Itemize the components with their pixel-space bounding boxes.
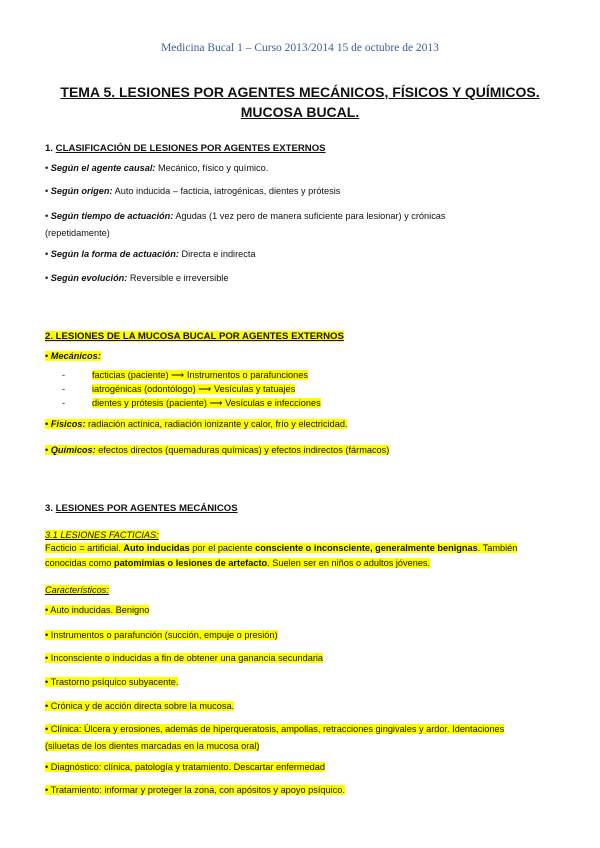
bullet: •	[45, 605, 49, 615]
s3-item-1-text: Auto inducidas. Benigno	[50, 605, 150, 615]
s2-mec-item-3: - dientes y prótesis (paciente) ⟶ Vesículas e infecciones	[62, 398, 321, 408]
s1-item-1-text: Mecánico, físico y químico.	[155, 163, 269, 173]
s2-mec-item-1: - facticias (paciente) ⟶ Instrumentos o parafunciones	[62, 370, 308, 380]
s3-item-8	[45, 784, 345, 797]
s3-p2: Auto inducidas	[123, 543, 190, 553]
s3-p4: consciente o inconsciente, generalmente benignas	[255, 543, 478, 553]
s3-caracteristicos	[45, 585, 109, 595]
bullet: •	[45, 351, 49, 361]
section-1-title: CLASIFICACIÓN DE LESIONES POR AGENTES EXTERNOS	[55, 143, 326, 154]
s3-paragraph	[45, 541, 557, 571]
bullet: •	[45, 724, 49, 734]
document-title	[40, 82, 560, 122]
s2-mecanicos-label: Mecánicos:	[50, 351, 101, 361]
s2-mec-item-2-text: iatrogénicas (odontólogo) ⟶ Vesículas y tatuajes	[92, 384, 296, 394]
title-line-2: MUCOSA BUCAL.	[240, 104, 360, 120]
s2-mec-item-1-text: facticias (paciente) ⟶ Instrumentos o parafunciones	[92, 370, 308, 380]
s3-item-2	[45, 629, 278, 642]
s3-item-5-text: Crónica y de acción directa sobre la mucosa.	[50, 701, 235, 711]
section-2-heading	[45, 331, 344, 342]
s3-item-7-text: Diagnóstico: clínica, patología y tratamiento. Descartar enfermedad	[50, 762, 326, 772]
s3-p6: conocidas como	[45, 558, 114, 568]
s1-item-4	[45, 248, 256, 261]
s1-item-2-label: Según origen:	[50, 186, 113, 196]
s3-p3: por el paciente	[189, 543, 256, 553]
s3-item-6-cont-text: (siluetas de los dientes marcadas en la mucosa oral)	[45, 741, 260, 751]
bullet: •	[45, 445, 49, 455]
s2-mecanicos	[45, 350, 101, 363]
s1-item-5-text: Reversible e irreversible	[127, 273, 229, 283]
s2-quimicos-text: efectos directos (quemaduras químicas) y efectos indirectos (fármacos)	[95, 445, 390, 455]
s1-item-2	[45, 185, 340, 198]
s3-item-5	[45, 700, 234, 713]
s2-quimicos-label: Químicos:	[50, 445, 96, 455]
section-3-number: 3.	[45, 503, 56, 514]
s2-mec-item-2: - iatrogénicas (odontólogo) ⟶ Vesículas y tatuajes	[62, 384, 296, 394]
section-1-heading	[45, 143, 326, 154]
s1-item-1	[45, 162, 268, 175]
bullet: •	[45, 249, 49, 259]
s3-caracteristicos-label: Característicos:	[45, 585, 109, 595]
s3-p5: . También	[477, 543, 518, 553]
section-1-number: 1.	[45, 143, 56, 154]
s3-p8: . Suelen ser en niños o adultos jóvenes.	[267, 558, 431, 568]
bullet: •	[45, 186, 49, 196]
s3-subheading-text: 3.1 LESIONES FACTICIAS:	[45, 530, 159, 540]
s1-item-3-cont: (repetidamente)	[45, 228, 110, 238]
s1-item-4-label: Según la forma de actuación:	[50, 249, 179, 259]
s3-item-6-text: Clínica: Úlcera y erosiones, además de hiperqueratosis, ampollas, retracciones gingivales y ardor. Identaciones	[50, 724, 505, 734]
s3-item-7	[45, 761, 325, 774]
s3-item-3-text: Inconsciente o inducidas a fin de obtener una ganancia secundaria	[50, 653, 324, 663]
s3-item-4	[45, 676, 178, 689]
page-header: Medicina Bucal 1 – Curso 2013/2014 15 de octubre de 2013	[161, 42, 439, 54]
bullet: •	[45, 419, 49, 429]
s1-item-5-label: Según evolución:	[50, 273, 128, 283]
s3-item-2-text: Instrumentos o parafunción (succión, empuje o presión)	[50, 630, 278, 640]
s1-item-2-text: Auto inducida – facticia, iatrogénicas, dientes y prótesis	[112, 186, 341, 196]
bullet: •	[45, 630, 49, 640]
s3-subheading	[45, 530, 159, 540]
s2-fisicos	[45, 418, 347, 431]
s3-item-1	[45, 604, 149, 617]
bullet: •	[45, 785, 49, 795]
s3-item-4-text: Trastorno psíquico subyacente.	[50, 677, 179, 687]
s1-item-4-text: Directa e indirecta	[178, 249, 256, 259]
section-2-title: 2. LESIONES DE LA MUCOSA BUCAL POR AGENTES EXTERNOS	[45, 331, 344, 342]
title-line-1: TEMA 5. LESIONES POR AGENTES MECÁNICOS, FÍSICOS Y QUÍMICOS.	[60, 84, 540, 100]
s3-p7: patomimias o lesiones de artefacto	[113, 558, 268, 568]
s3-item-8-text: Tratamiento: informar y proteger la zona, con apósitos y apoyo psíquico.	[50, 785, 345, 795]
bullet: •	[45, 273, 49, 283]
s1-item-3	[45, 210, 446, 223]
section-3-heading	[45, 503, 238, 514]
s3-item-6-cont	[45, 740, 259, 753]
s1-item-3-label: Según tiempo de actuación:	[50, 211, 174, 221]
s1-item-5	[45, 272, 228, 285]
bullet: •	[45, 701, 49, 711]
s1-item-1-label: Según el agente causal:	[50, 163, 156, 173]
s2-fisicos-text: radiación actínica, radiación ionizante y calor, frío y electricidad.	[85, 419, 348, 429]
s3-p1: Facticio = artificial.	[45, 543, 124, 553]
bullet: •	[45, 163, 49, 173]
s2-quimicos	[45, 444, 389, 457]
bullet: •	[45, 653, 49, 663]
s3-item-3	[45, 652, 323, 665]
bullet: •	[45, 677, 49, 687]
s3-item-6	[45, 723, 504, 736]
bullet: •	[45, 762, 49, 772]
s1-item-3-text: Agudas (1 vez pero de manera suficiente para lesionar) y crónicas	[173, 211, 446, 221]
section-3-title: LESIONES POR AGENTES MECÁNICOS	[55, 503, 238, 514]
s2-mec-item-3-text: dientes y prótesis (paciente) ⟶ Vesículas e infecciones	[92, 398, 321, 408]
s2-fisicos-label: Físicos:	[50, 419, 86, 429]
bullet: •	[45, 211, 49, 221]
